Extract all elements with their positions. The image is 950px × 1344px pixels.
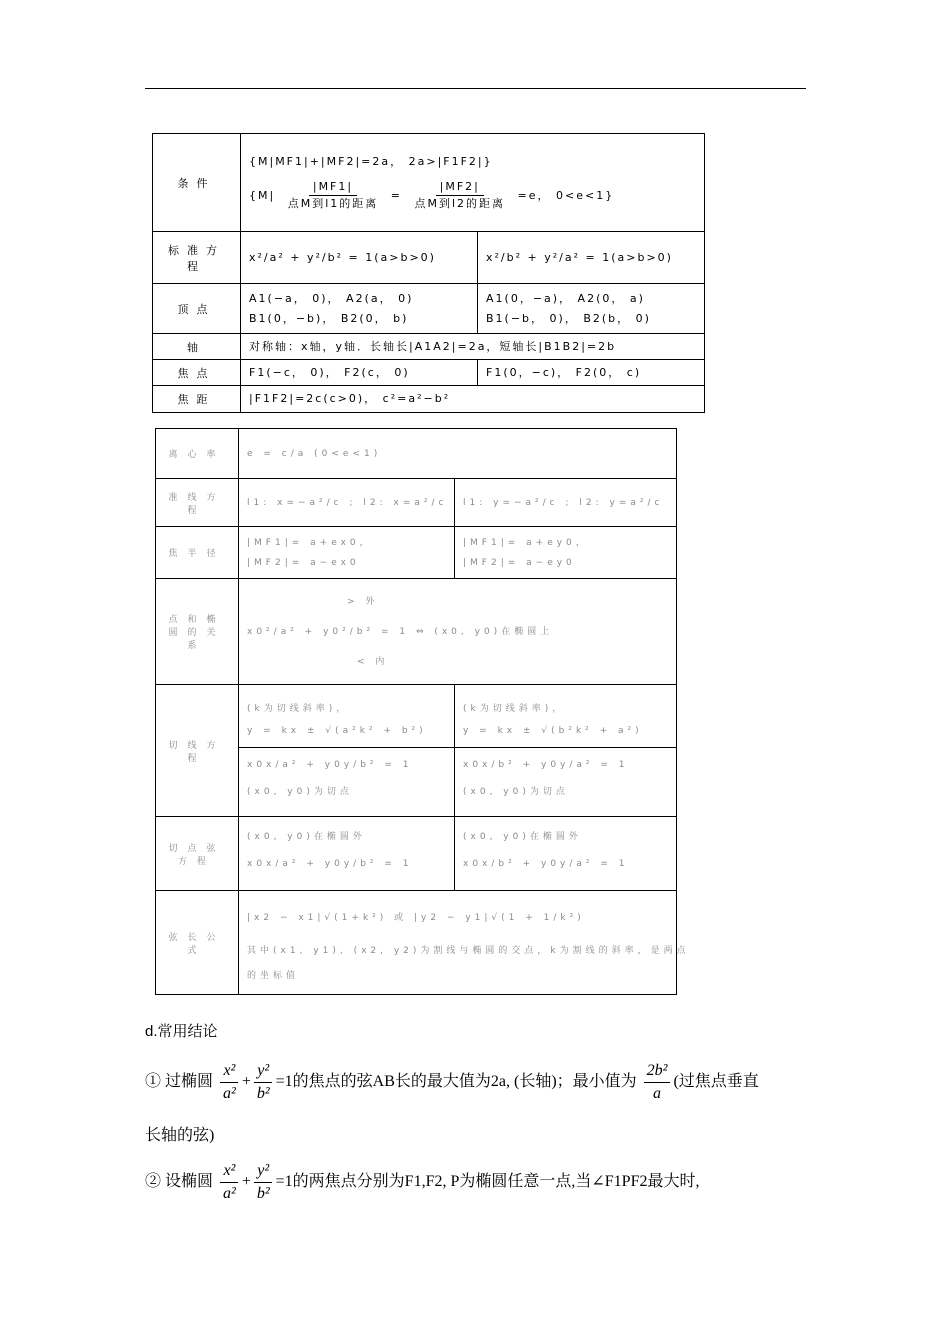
chord-length-formula: |x2 − x1|√(1+k²) 或 |y2 − y1|√(1 + 1/k²): [247, 912, 585, 923]
directrix-left: l1: x=−a²/c ; l2: x=a²/c: [239, 479, 455, 527]
x-squared: x²: [220, 1060, 238, 1083]
tangent-right-3: x0x/b² + y0y/a² = 1: [463, 760, 629, 770]
y-squared: y²: [254, 1160, 272, 1183]
directrix-label: 准线方程: [156, 479, 239, 527]
vertex-label: 顶点: [153, 284, 241, 334]
standard-equation-y-axis: x²/b² + y²/a² = 1(a>b>0): [478, 232, 705, 284]
chord-of-contact-left-1: (x0, y0)在椭圆外: [247, 831, 366, 842]
focus-row: [153, 360, 705, 386]
vertex-right-line2: B1(−b， 0)， B2(b， 0): [486, 311, 651, 325]
vertex-left-line1: A1(−a， 0)， A2(a， 0): [249, 291, 414, 305]
tangent-left-1: (k为切线斜率)，: [247, 704, 350, 714]
chord-of-contact-left: [239, 817, 455, 891]
condition-fraction-2: [410, 179, 509, 212]
focal-radius-right-1: |MF1|= a+ey0，: [463, 537, 589, 548]
condition-set-open: {M|: [249, 188, 276, 202]
ellipse-properties-table-2: [155, 428, 690, 995]
axis-label: 轴: [153, 334, 241, 360]
point-relation-inside: < 内: [357, 656, 389, 667]
tangent-right-1: (k为切线斜率)，: [463, 704, 566, 714]
focus-left: F1(−c， 0)， F2(c， 0): [241, 360, 478, 386]
conclusion-1-min-fraction: [644, 1060, 671, 1105]
conclusions-heading: d.常用结论: [145, 1023, 218, 1040]
chord-of-contact-right-2: x0x/b² + y0y/a² = 1: [463, 858, 629, 869]
eccentricity-row: [156, 429, 677, 479]
conclusion-2-x-fraction: [220, 1160, 239, 1205]
a-squared: a²: [223, 1085, 236, 1102]
tangent-left-3: x0x/a² + y0y/b² = 1: [247, 760, 413, 770]
conclusion-1-prefix: ① 过椭圆: [145, 1073, 214, 1091]
chord-of-contact-row: [156, 817, 677, 891]
focal-radius-left-1: |MF1|= a+ex0，: [247, 537, 373, 548]
condition-equals: =: [390, 188, 402, 202]
focus-right: F1(0，−c)， F2(0， c): [478, 360, 705, 386]
vertex-left-line2: B1(0，−b)， B2(0， b): [249, 311, 409, 325]
chord-of-contact-right: [455, 817, 677, 891]
directrix-row: [156, 479, 677, 527]
condition-label: 条件: [153, 134, 241, 232]
tangent-right-4: (x0, y0)为切点: [463, 787, 569, 797]
min-denominator: a: [653, 1085, 662, 1102]
tangent-right: [455, 685, 677, 817]
tangent-left-2: y = kx ± √(a²k² + b²): [239, 719, 454, 748]
standard-equation-row: [153, 232, 705, 284]
condition-line2: [249, 178, 696, 214]
b-squared: b²: [256, 1185, 270, 1202]
conclusion-1-continuation: 长轴的弦): [145, 1127, 215, 1144]
min-numerator: 2b²: [644, 1060, 671, 1083]
fraction-1-numerator: |MF1|: [309, 179, 357, 196]
conclusion-2-y-fraction: [254, 1160, 273, 1205]
focal-radius-label: 焦半径: [156, 527, 239, 579]
condition-cell: [241, 134, 705, 232]
chord-length-label: 弦长公式: [156, 891, 239, 995]
conclusion-1-y-fraction: [254, 1060, 273, 1105]
condition-row: [153, 134, 705, 232]
vertex-right-cell: [478, 284, 705, 334]
focal-radius-left: [239, 527, 455, 579]
chord-of-contact-label: 切点弦方程: [156, 817, 239, 891]
fraction-1-denominator: 点M到l1的距离: [287, 197, 379, 210]
focal-radius-row: [156, 527, 677, 579]
vertex-left-cell: [241, 284, 478, 334]
plus-sign: +: [241, 1073, 251, 1091]
axis-row: [153, 334, 705, 360]
focal-distance-value: |F1F2|=2c(c>0)， c²=a²−b²: [241, 386, 705, 413]
directrix-right: l1: y=−a²/c ; l2: y=a²/c: [455, 479, 677, 527]
focal-radius-right-2: |MF2|= a−ey0: [463, 557, 576, 568]
fraction-2-numerator: |MF2|: [436, 179, 484, 196]
vertex-right-line1: A1(0，−a)， A2(0， a): [486, 291, 645, 305]
tangent-left-4: (x0, y0)为切点: [247, 787, 353, 797]
conclusion-2: [145, 1160, 699, 1205]
ellipse-properties-table: [152, 133, 705, 413]
tangent-left: [239, 685, 455, 817]
point-relation-outside: > 外: [347, 596, 379, 607]
a-squared: a²: [223, 1185, 236, 1202]
focal-radius-left-2: |MF2|= a−ex0: [247, 557, 360, 568]
vertex-row: [153, 284, 705, 334]
point-relation-on: x0²/a² + y0²/b² = 1 ⇔ (x0, y0)在椭圆上: [247, 626, 554, 637]
tangent-right-2: y = kx ± √(b²k² + a²): [455, 719, 676, 748]
condition-fraction-1: [284, 179, 383, 212]
tangent-row: [156, 685, 677, 817]
plus-sign: +: [241, 1173, 251, 1191]
focal-distance-row: [153, 386, 705, 413]
chord-length-note: 其中(x1, y1), (x2, y2)为割线与椭圆的交点，k为割线的斜率，是两点: [247, 945, 690, 956]
point-relation-label: 点和椭圆的关系: [156, 579, 239, 685]
axis-value: 对称轴：x轴，y轴．长轴长|A1A2|=2a，短轴长|B1B2|=2b: [241, 334, 705, 360]
condition-line1: {M|MF1|+|MF2|=2a， 2a>|F1F2|}: [249, 154, 493, 168]
eccentricity-label: 离心率: [156, 429, 239, 479]
conclusion-1: [145, 1060, 759, 1105]
x-squared: x²: [220, 1160, 238, 1183]
standard-equation-label: 标准方程: [153, 232, 241, 284]
conclusion-1-x-fraction: [220, 1060, 239, 1105]
b-squared: b²: [256, 1085, 270, 1102]
eccentricity-value: e = c/a (0<e<1): [239, 429, 677, 479]
header-rule: [145, 88, 806, 89]
condition-set-close: =e， 0<e<1}: [517, 188, 615, 202]
tangent-label: 切线方程: [156, 685, 239, 817]
conclusion-1-body: =1的焦点的弦AB长的最大值为2a, (长轴)；最小值为: [275, 1073, 637, 1091]
chord-of-contact-left-2: x0x/a² + y0y/b² = 1: [247, 858, 413, 869]
focal-distance-label: 焦距: [153, 386, 241, 413]
chord-length-note-2: 的坐标值: [247, 970, 300, 981]
focus-label: 焦点: [153, 360, 241, 386]
standard-equation-x-axis: x²/a² + y²/b² = 1(a>b>0): [241, 232, 478, 284]
conclusion-2-body: =1的两焦点分别为F1,F2, P为椭圆任意一点,当∠F1PF2最大时,: [275, 1173, 700, 1191]
chord-length-row: [156, 891, 677, 995]
conclusion-2-prefix: ② 设椭圆: [145, 1173, 214, 1191]
y-squared: y²: [254, 1060, 272, 1083]
conclusion-1-suffix: (过焦点垂直: [673, 1073, 759, 1091]
fraction-2-denominator: 点M到l2的距离: [414, 197, 506, 210]
point-relation-row: [156, 579, 677, 685]
chord-length-cell: [239, 891, 690, 995]
point-relation-cell: [239, 579, 677, 685]
chord-of-contact-right-1: (x0, y0)在椭圆外: [463, 831, 582, 842]
focal-radius-right: [455, 527, 677, 579]
